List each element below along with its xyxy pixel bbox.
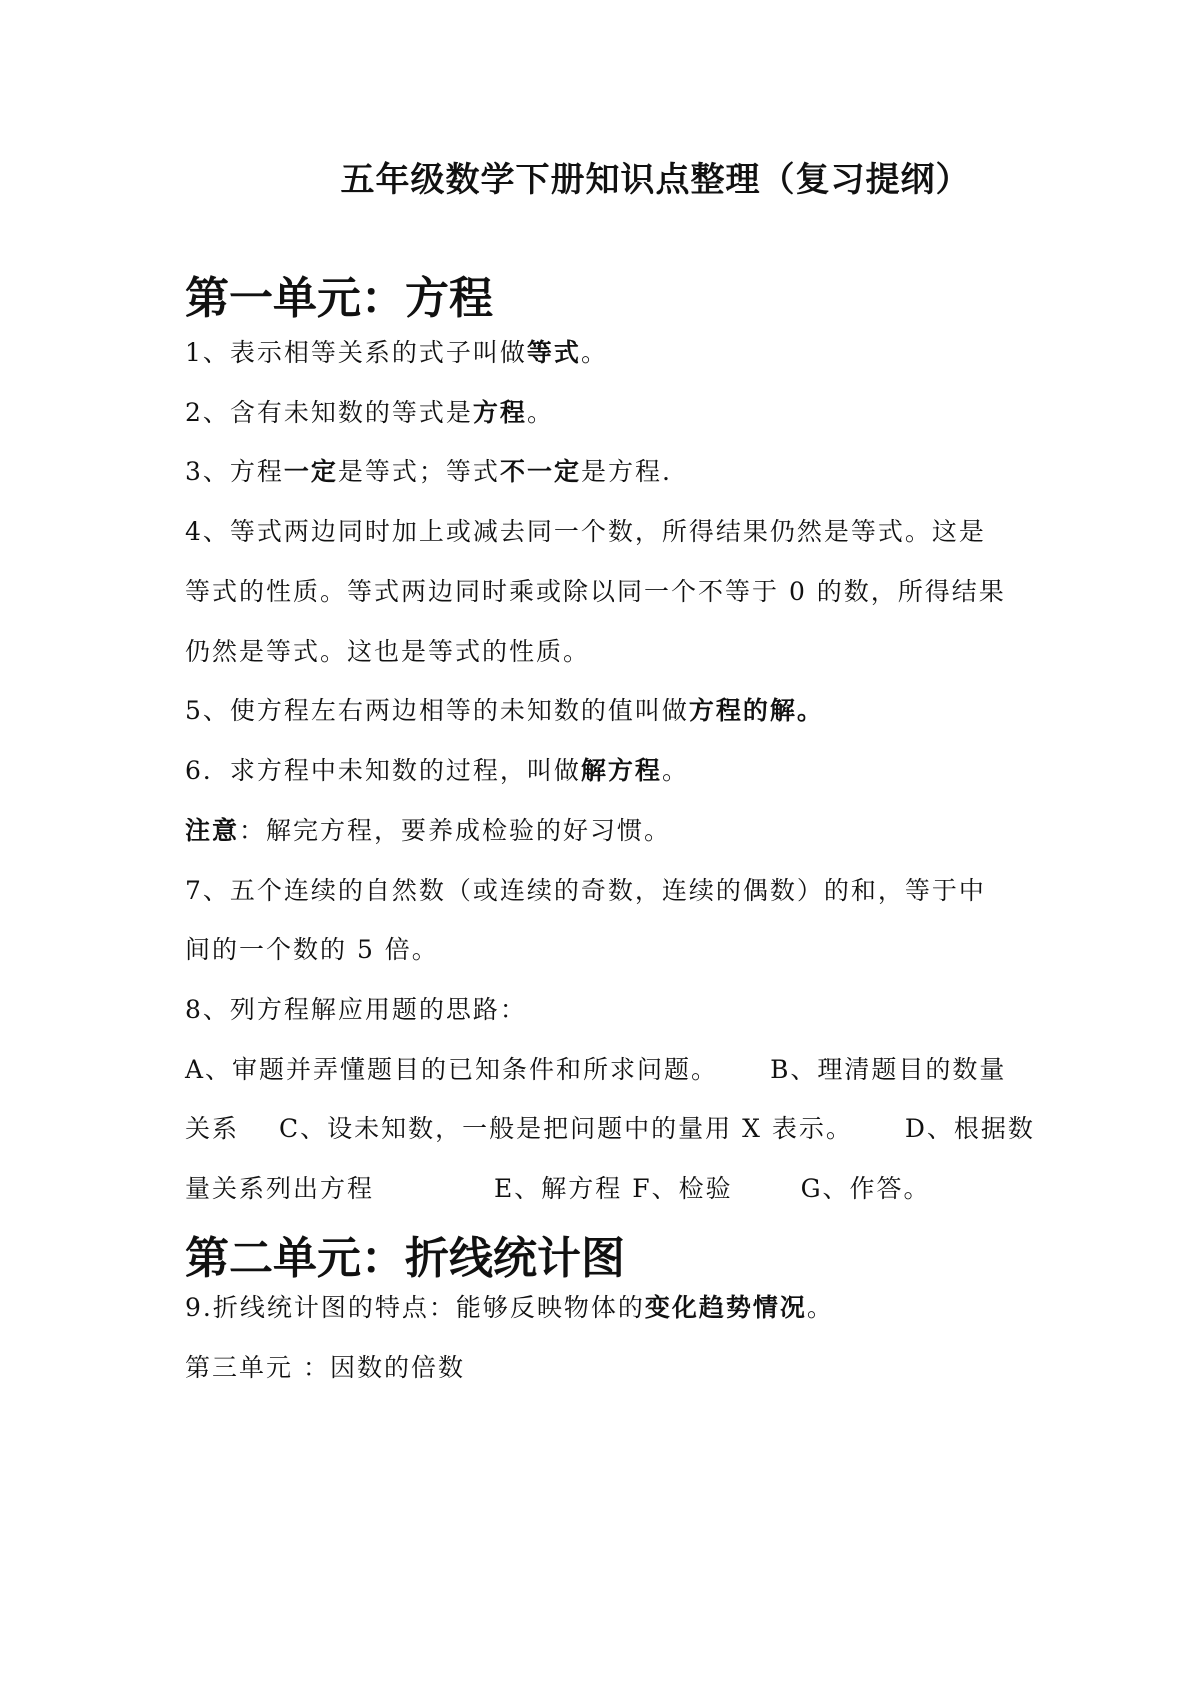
point-4-line-2: 等式的性质。等式两边同时乘或除以同一个不等于 0 的数，所得结果 [185, 577, 1006, 606]
point-8-line-2 [185, 1112, 1035, 1146]
point-2-bold: 方程 [472, 398, 527, 427]
point-8-title: 8、列方程解应用题的思路： [185, 995, 527, 1024]
point-7-line-2: 间的一个数的 5 倍。 [185, 935, 439, 964]
step-g: G、作答。 [800, 1174, 931, 1203]
point-6-text: 6．求方程中未知数的过程，叫做 [185, 756, 581, 785]
point-5 [185, 694, 1025, 728]
page-title-text: 五年级数学下册知识点整理（复习提纲） [340, 160, 971, 200]
point-8-line-3 [185, 1172, 1025, 1206]
point-4-line-3: 仍然是等式。这也是等式的性质。 [185, 637, 591, 666]
point-3-text-b: 是等式；等式 [337, 457, 500, 486]
unit2-heading: 第二单元：折线统计图 [185, 1233, 625, 1284]
point-6-bold: 解方程 [580, 756, 662, 785]
point-9-end: 。 [806, 1293, 834, 1322]
unit1-heading: 第一单元：方程 [185, 273, 493, 324]
point-3-bold-a: 一定 [283, 457, 338, 486]
step-c: C、设未知数，一般是把问题中的量用 X 表示。 [279, 1114, 853, 1143]
point-3-text-a: 3、方程 [185, 457, 284, 486]
point-3-bold-b: 不一定 [499, 457, 581, 486]
page-title [0, 152, 1191, 201]
point-6-end: 。 [661, 756, 689, 785]
point-1-text: 1、表示相等关系的式子叫做 [185, 338, 527, 367]
step-a: A、审题并弄懂题目的已知条件和所求问题。 [185, 1055, 719, 1084]
step-d-part-1: D、根据数 [904, 1114, 1035, 1143]
step-b-part-2: 关系 [185, 1114, 240, 1143]
point-1-bold: 等式 [526, 338, 581, 367]
point-9-text: 9.折线统计图的特点：能够反映物体的 [185, 1293, 645, 1322]
point-4-line-1: 4、等式两边同时加上或减去同一个数，所得结果仍然是等式。这是 [185, 517, 986, 546]
point-3-text-c: 是方程. [580, 457, 672, 486]
step-b-part-1: B、理清题目的数量 [770, 1055, 1007, 1084]
step-e: E、解方程 [494, 1174, 623, 1203]
point-5-bold: 方程的解。 [688, 696, 824, 725]
point-3 [185, 455, 1025, 489]
point-6 [185, 754, 1025, 788]
note-label: 注意 [185, 816, 240, 845]
point-1-end: 。 [580, 338, 608, 367]
step-d-part-2: 量关系列出方程 [185, 1174, 375, 1203]
point-2-end: 。 [526, 398, 554, 427]
point-9 [185, 1291, 1025, 1325]
point-8-line-1 [185, 1053, 1025, 1087]
point-5-text: 5、使方程左右两边相等的未知数的值叫做 [185, 696, 689, 725]
point-2 [185, 396, 1025, 430]
point-7-line-1: 7、五个连续的自然数（或连续的奇数，连续的偶数）的和，等于中 [185, 876, 986, 905]
note [185, 814, 1025, 848]
point-2-text: 2、含有未知数的等式是 [185, 398, 473, 427]
point-1 [185, 336, 1025, 370]
step-f: F、检验 [632, 1174, 733, 1203]
point-9-bold: 变化趋势情况 [644, 1293, 807, 1322]
note-text: ：解完方程，要养成检验的好习惯。 [239, 816, 672, 845]
unit3-heading: 第三单元 ：因数的倍数 [185, 1353, 465, 1382]
